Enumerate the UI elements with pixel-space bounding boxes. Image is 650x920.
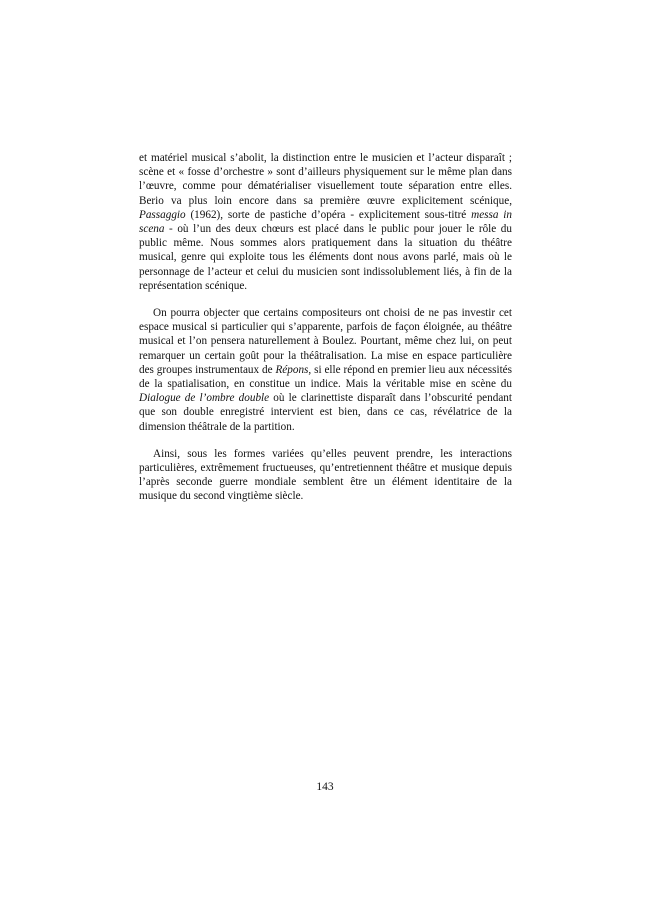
paragraph-2-segment: où le clarinettiste disparaît dans l’obscurité pendant que son double enregistré intervient est bien, dans ce cas, révélatrice de la dimension théâtrale de la partition. [139,392,512,433]
title-repons: Répons [275,363,309,376]
paragraph-1-segment: et matériel musical s’abolit, la distinction entre le musicien et l’acteur disparaît ; scène et « fosse d’orchestre » sont d’ailleurs physiquement sur le même plan dans l’œuvre, comme pour dématérialiser visuellement toute séparation entre elles. Berio va plus loin encore dans sa première œuvre explicitement scénique, [139,152,512,207]
paragraph-3 [139,447,512,504]
paragraph-1 [139,151,512,293]
title-dialogue-ombre-double: Dialogue de l’ombre double [139,392,270,405]
paragraph-2-segment: , si elle répond en premier lieu aux nécessités de la spatialisation, en constitue un indice. Mais la véritable mise en scène du [139,363,513,391]
page-number: 143 [316,781,334,793]
title-passaggio: Passaggio [139,208,186,221]
body-text [139,151,512,517]
paragraph-2 [139,306,512,434]
subtitle-messa-in-scena: messa in scena [139,208,512,236]
paragraph-2-segment: On pourra objecter que certains compositeurs ont choisi de ne pas investir cet espace musical si particulier qui s’apparente, parfois de façon éloignée, au théâtre musical et l’on pensera naturellement à Boulez. Pourtant, même chez lui, on peut remarquer un certain goût pour la théâtralisation. La mise en espace particulière des groupes instrumentaux de [139,307,512,376]
paragraph-3-segment: Ainsi, sous les formes variées qu’elles peuvent prendre, les interactions particulières, extrêmement fructueuses, qu’entretiennent théâtre et musique depuis l’après seconde guerre mondiale semblent être un élément identitaire de la musique du second vingtième siècle. [139,447,512,503]
paragraph-1-segment: (1962), sorte de pastiche d’opéra - explicitement sous-titré [185,208,472,221]
paragraph-1-segment: - où l’un des deux chœurs est placé dans le public pour jouer le rôle du public même. Nous sommes alors pratiquement dans la situation du théâtre musical, genre qui exploite tous les éléments dont nous avons parlé, mais où le personnage de l’acteur et celui du musicien sont indissolublement liés, à fin de la représentation scénique. [139,223,512,292]
